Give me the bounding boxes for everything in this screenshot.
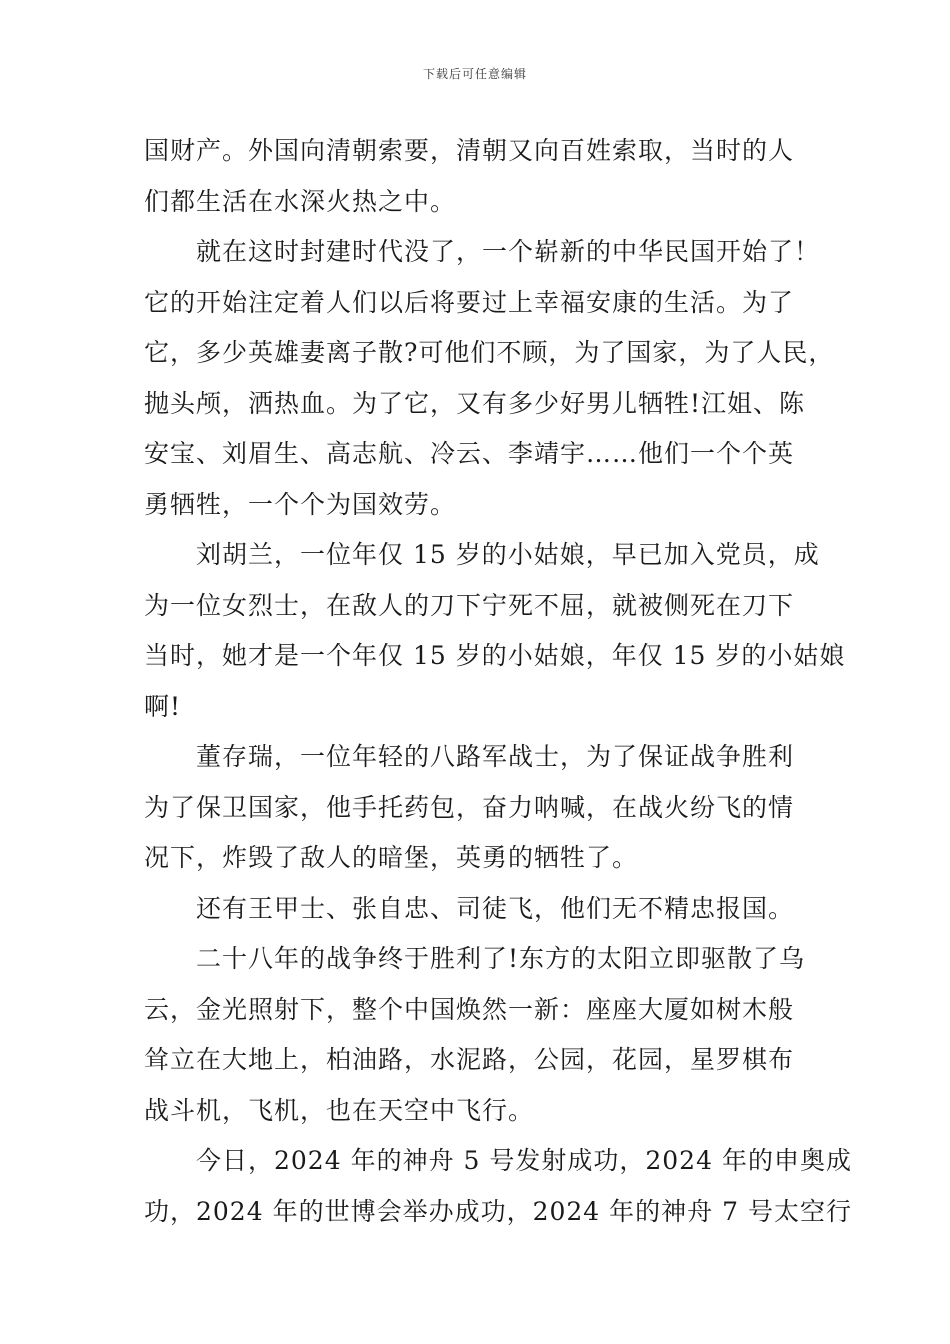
text-line: 况下，炸毁了敌人的暗堡，英勇的牺牲了。	[144, 843, 639, 872]
text-line: 二十八年的战争终于胜利了!东方的太阳立即驱散了乌	[196, 944, 806, 973]
text-line: 云，金光照射下，整个中国焕然一新：座座大厦如树木般	[144, 994, 795, 1024]
text-line: 安宝、刘眉生、高志航、冷云、李靖宇……他们一个个英	[144, 439, 795, 468]
text-line: 刘胡兰，一位年仅 15 岁的小姑娘，早已加入党员，成	[196, 540, 820, 569]
text-line: 勇牺牲，一个个为国效劳。	[144, 489, 457, 519]
text-line: 战斗机，飞机，也在天空中飞行。	[144, 1095, 535, 1125]
text-line: 它，多少英雄妻离子散?可他们不顾，为了国家，为了人民，	[144, 338, 835, 367]
text-line: 就在这时封建时代没了，一个崭新的中华民国开始了！	[196, 237, 821, 266]
text-line: 为一位女烈士，在敌人的刀下宁死不屈，就被侧死在刀下	[144, 590, 795, 620]
text-line: 啊!	[144, 691, 182, 721]
body-text	[144, 126, 852, 1237]
text-line: 国财产。外国向清朝索要，清朝又向百姓索取，当时的人	[144, 136, 795, 165]
text-line: 为了保卫国家，他手托药包，奋力呐喊，在战火纷飞的情	[144, 792, 795, 822]
text-line: 董存瑞，一位年轻的八路军战士，为了保证战争胜利	[196, 742, 795, 771]
text-line: 它的开始注定着人们以后将要过上幸福安康的生活。为了	[144, 287, 795, 317]
text-line: 们都生活在水深火热之中。	[144, 186, 457, 216]
text-line: 今日，2024 年的神舟 5 号发射成功，2024 年的申奥成	[196, 1146, 852, 1175]
text-line: 功，2024 年的世博会举办成功，2024 年的神舟 7 号太空行	[144, 1196, 852, 1226]
text-line: 抛头颅，洒热血。为了它，又有多少好男儿牺牲!江姐、陈	[144, 388, 806, 418]
text-line: 耸立在大地上，柏油路，水泥路，公园，花园，星罗棋布	[144, 1045, 795, 1074]
text-line: 当时，她才是一个年仅 15 岁的小姑娘，年仅 15 岁的小姑娘	[144, 641, 846, 670]
text-line: 还有王甲士、张自忠、司徒飞，他们无不精忠报国。	[196, 893, 795, 923]
page-header: 下载后可任意编辑	[422, 67, 527, 81]
